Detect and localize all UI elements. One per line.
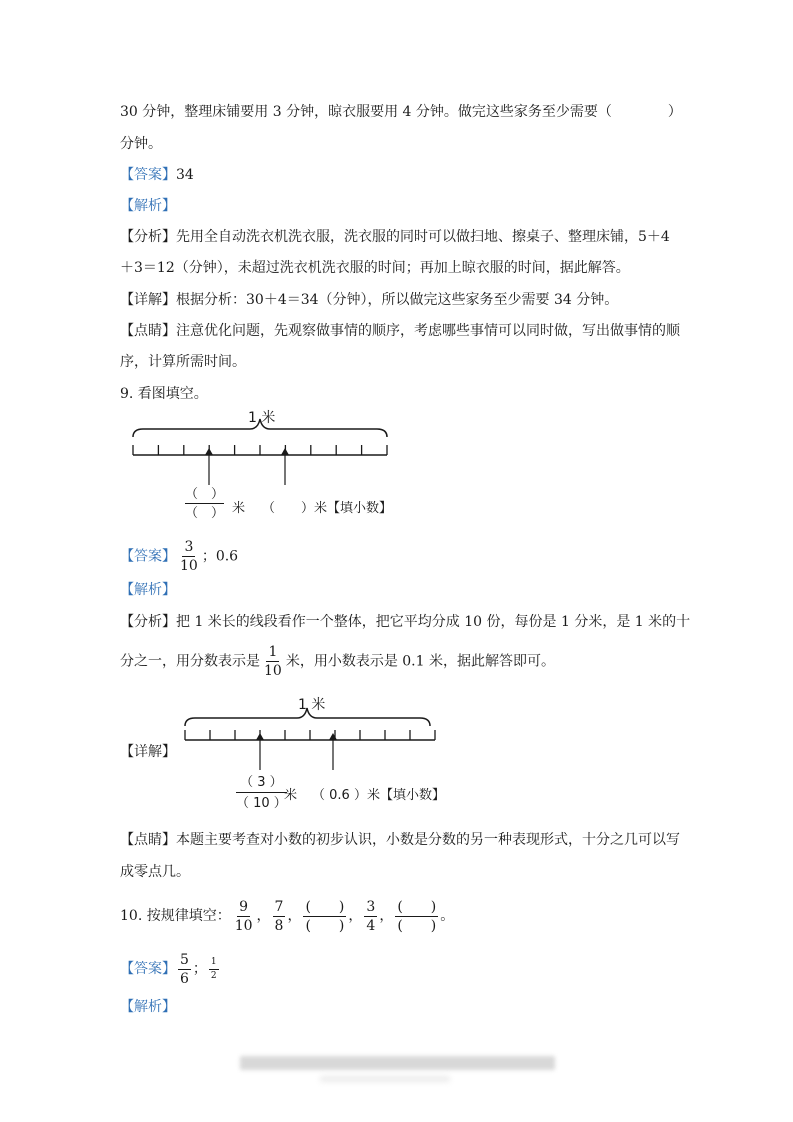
- q10-answer: [120, 952, 221, 986]
- jiexi-tag: 【解析】: [120, 198, 176, 214]
- dianjing-tag: 【点睛】: [120, 323, 176, 339]
- q9-dianjing-l2: 成零点几。: [120, 864, 190, 880]
- q8-fenxi-l2: ＋3＝12（分钟），未超过洗衣机洗衣服的时间；再加上晾衣服的时间，据此解答。: [120, 260, 630, 276]
- q8-dianjing-l1: [120, 321, 680, 341]
- xiangjie-text: 根据分析：30＋4＝34（分钟），所以做完这些家务至少需要 34 分钟。: [176, 292, 619, 308]
- frac-den: 4: [366, 917, 376, 934]
- seq-frac-1: [233, 900, 255, 933]
- fenxi-text: 先用全自动洗衣机洗衣服，洗衣服的同时可以做扫地、擦桌子、整理床铺，5＋4: [176, 229, 670, 245]
- ruler2-unit: 米: [284, 788, 298, 803]
- q9-answer: [120, 540, 238, 573]
- ruler2-frac: [236, 776, 287, 810]
- ruler1-label: 1 米: [248, 410, 276, 426]
- q9-jiexi: [120, 580, 176, 600]
- sep: ，: [348, 908, 363, 924]
- fenxi-tag: 【分析】: [120, 229, 176, 245]
- arrow-a-head: [256, 733, 264, 740]
- jiexi-tag: 【解析】: [120, 999, 176, 1015]
- blank-den: （ ）: [185, 506, 225, 521]
- answer-frac-2: [209, 958, 219, 981]
- dianjing-text: 注意优化问题，先观察做事情的顺序，考虑哪些事情可以同时做，写出做事情的顺: [176, 323, 680, 339]
- seq-frac-blank-1: [303, 900, 346, 933]
- q10-jiexi: [120, 997, 176, 1017]
- arrow-b-head: [329, 733, 337, 740]
- fenxi-fraction: [262, 645, 284, 678]
- q8-xiangjie: [120, 290, 618, 310]
- sep: ，: [287, 908, 302, 924]
- frac-den: 2: [210, 970, 217, 981]
- frac-num: ( ): [305, 898, 345, 915]
- answer-frac-1: [178, 953, 191, 986]
- frac-num: 5: [180, 951, 189, 968]
- frac-num: 7: [274, 898, 284, 915]
- fenxi-text-b: 米，用小数表示是 0.1 米，据此解答即可。: [285, 653, 555, 670]
- answer-fraction: [178, 540, 200, 573]
- q8-jiexi: [120, 196, 176, 216]
- frac-num: 3: [184, 539, 194, 555]
- frac-den: ( ): [397, 917, 437, 934]
- q9-fenxi-l1: [120, 612, 690, 632]
- answer-tag: 【答案】: [120, 548, 176, 565]
- ruler1-blank2: （ ）米【填小数】: [262, 501, 393, 516]
- q9-title: 9. 看图填空。: [120, 386, 208, 402]
- q10-title-line: [120, 896, 454, 936]
- frac-num: 3: [366, 898, 376, 915]
- ticks: [185, 730, 435, 740]
- ruler2-label: 1 米: [298, 697, 326, 713]
- frac-num: 1: [268, 644, 278, 660]
- answer-tag: 【答案】: [120, 167, 176, 183]
- ruler1-unit: 米: [232, 501, 246, 516]
- q9-fenxi-l2: [120, 645, 555, 678]
- arrow-a-head: [205, 448, 213, 455]
- frac-den: 10: [264, 663, 282, 679]
- ruler2-rest: （ 0.6 ）米【填小数】: [312, 788, 445, 803]
- q8-line1: 30 分钟，整理床铺要用 3 分钟，晾衣服要用 4 分钟。做完这些家务至少需要（ ）: [120, 104, 682, 120]
- xiangjie-tag: 【详解】: [120, 292, 176, 308]
- fenxi-text-a: 分之一，用分数表示是: [120, 653, 260, 670]
- answer-value: 34: [176, 167, 194, 183]
- jiexi-tag: 【解析】: [120, 582, 176, 598]
- frac-den: 8: [274, 917, 284, 934]
- frac-den: ( ): [305, 917, 345, 934]
- ruler1-blank-frac: [185, 488, 224, 520]
- frac-num: （ 3 ）: [236, 776, 287, 793]
- q9-xiangjie-tag: 【详解】: [120, 744, 176, 760]
- sep: ，: [256, 908, 271, 924]
- frac-num: 9: [239, 898, 249, 915]
- blank-num: （ ）: [185, 487, 225, 502]
- footer-watermark: [240, 1056, 555, 1070]
- q10-title: 10. 按规律填空：: [120, 908, 231, 924]
- q8-fenxi-l1: [120, 227, 670, 247]
- fenxi-text: 把 1 米长的线段看作一个整体，把它平均分成 10 份，每份是 1 分米，是 1 米的十: [176, 614, 691, 630]
- sep: ，: [379, 908, 394, 924]
- seq-frac-4: [364, 900, 377, 933]
- frac-den: 6: [180, 970, 189, 987]
- frac-den: 10: [180, 558, 198, 574]
- ticks: [133, 445, 387, 455]
- seq-frac-2: [273, 900, 286, 933]
- answer-rest: ；0.6: [201, 548, 239, 565]
- frac-den: 10: [234, 917, 253, 934]
- seq-frac-blank-2: [395, 900, 438, 933]
- q8-answer: [120, 165, 194, 185]
- frac-num: ( ): [397, 898, 437, 915]
- fenxi-tag: 【分析】: [120, 614, 176, 630]
- arrow-b-head: [281, 448, 289, 455]
- q9-dianjing-l1: [120, 830, 680, 850]
- frac-num: 1: [209, 958, 219, 970]
- dianjing-tag: 【点睛】: [120, 832, 176, 848]
- q8-dianjing-l2: 序，计算所需时间。: [120, 354, 246, 370]
- footer-watermark-2: [320, 1076, 450, 1082]
- answer-sep: ；: [192, 961, 207, 977]
- q8-line2: 分钟。: [120, 136, 162, 152]
- answer-tag: 【答案】: [120, 961, 176, 977]
- end-mark: 。: [440, 908, 455, 924]
- dianjing-text: 本题主要考查对小数的初步认识，小数是分数的另一种表现形式，十分之几可以写: [176, 832, 680, 848]
- frac-den: （ 10 ）: [236, 796, 287, 811]
